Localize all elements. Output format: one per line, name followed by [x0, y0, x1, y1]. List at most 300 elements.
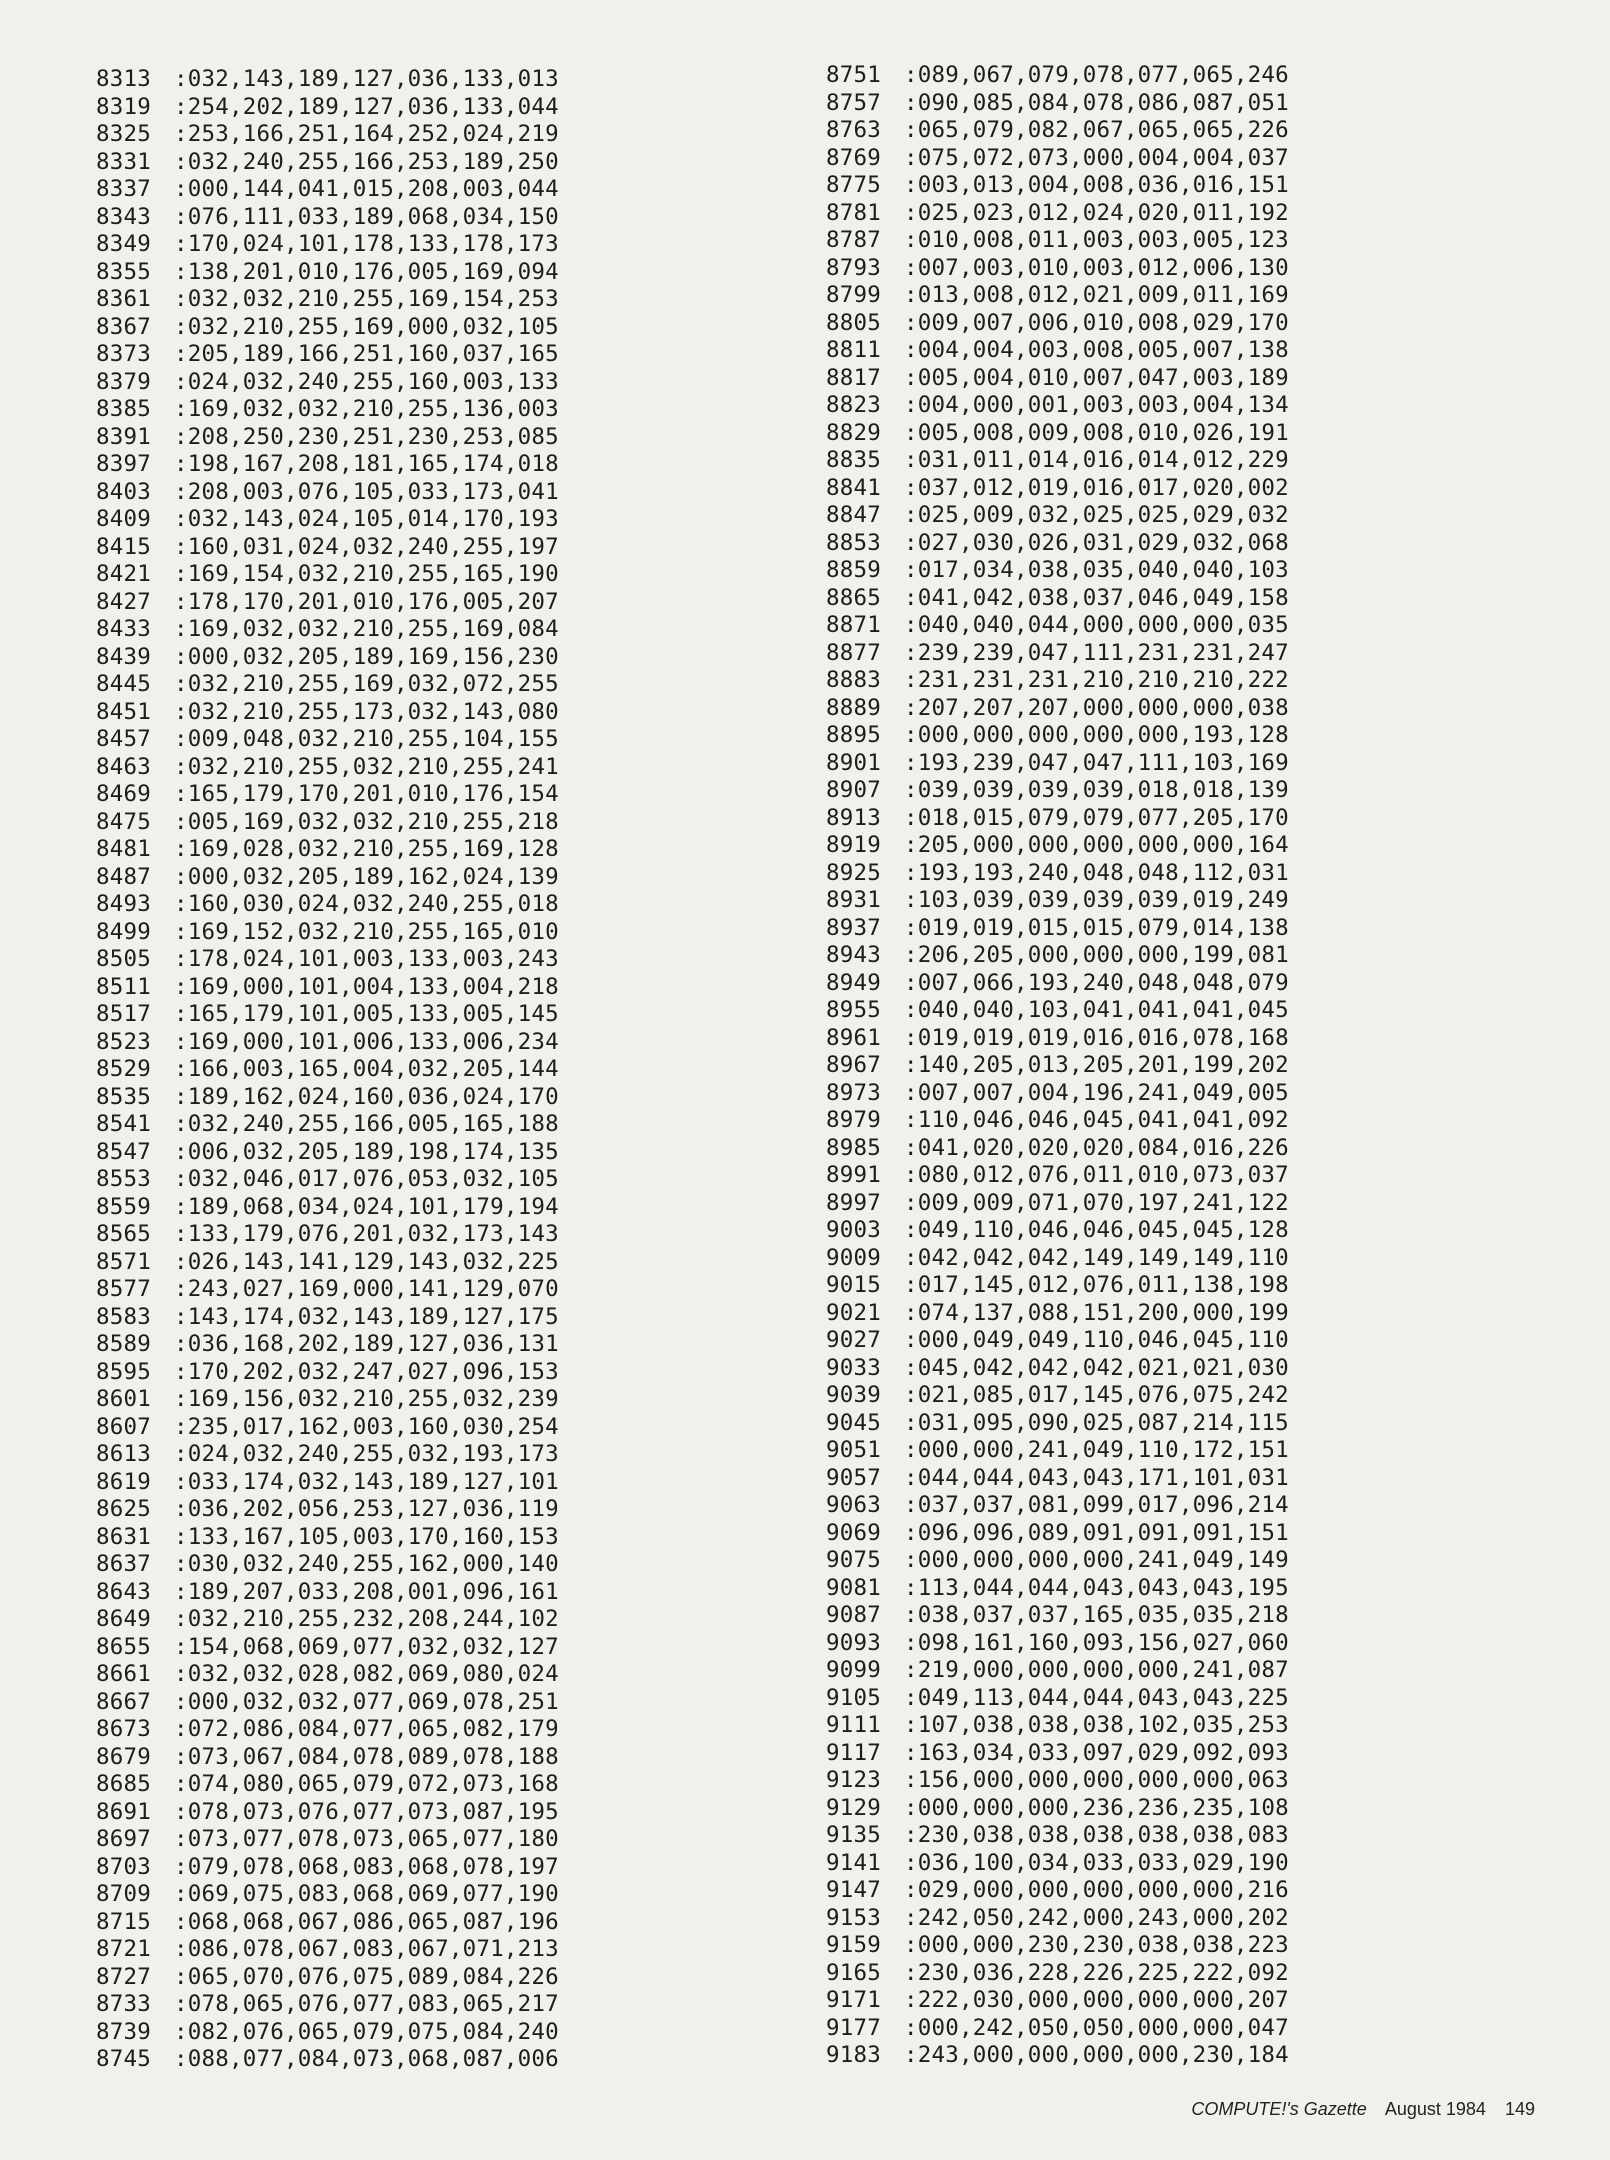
line-data: :193,193,240,048,048,112,031	[904, 859, 1289, 886]
line-data: :165,179,170,201,010,176,154	[174, 781, 559, 807]
line-data: :169,154,032,210,255,165,190	[174, 561, 559, 587]
listing-line	[96, 1716, 559, 1744]
listing-line	[826, 530, 1289, 558]
line-address: 8481	[96, 836, 151, 862]
line-data: :039,039,039,039,018,018,139	[904, 777, 1289, 803]
line-address: 8427	[96, 588, 151, 615]
line-data: :107,038,038,038,102,035,253	[904, 1712, 1289, 1738]
listing-line	[826, 1905, 1289, 1933]
line-address: 8781	[826, 199, 881, 226]
listing-line	[826, 1327, 1289, 1355]
listing-line	[96, 1359, 559, 1387]
line-data: :243,027,169,000,141,129,070	[174, 1276, 559, 1302]
line-data: :082,076,065,079,075,084,240	[174, 2018, 559, 2045]
line-address: 8709	[96, 1881, 151, 1907]
line-data: :041,042,038,037,046,049,158	[904, 584, 1289, 611]
listing-line	[826, 805, 1289, 833]
line-address: 8919	[826, 832, 881, 858]
line-address: 8787	[826, 227, 881, 253]
line-address: 8823	[826, 392, 881, 418]
line-address: 8811	[826, 337, 881, 363]
line-address: 8535	[96, 1083, 151, 1110]
line-data: :000,032,205,189,169,156,230	[174, 643, 559, 670]
line-address: 9105	[826, 1684, 881, 1711]
line-address: 8601	[96, 1386, 151, 1412]
line-data: :079,078,068,083,068,078,197	[174, 1853, 559, 1880]
line-data: :072,086,084,077,065,082,179	[174, 1716, 559, 1742]
line-address: 8547	[96, 1138, 151, 1165]
line-data: :013,008,012,021,009,011,169	[904, 282, 1289, 308]
listing-line	[826, 1712, 1289, 1740]
listing-line	[826, 1080, 1289, 1108]
line-data: :031,011,014,016,014,012,229	[904, 447, 1289, 473]
listing-line	[96, 1661, 559, 1689]
listing-line	[96, 451, 559, 479]
listing-line	[96, 589, 559, 617]
line-data: :222,030,000,000,000,000,207	[904, 1987, 1289, 2013]
line-address: 8895	[826, 722, 881, 748]
listing-line	[826, 90, 1289, 118]
line-address: 9069	[826, 1519, 881, 1546]
listing-line	[96, 1909, 559, 1937]
listing-line	[826, 1520, 1289, 1548]
line-address: 8889	[826, 694, 881, 721]
listing-line	[826, 62, 1289, 90]
line-data: :169,000,101,004,133,004,218	[174, 973, 559, 1000]
listing-line	[826, 612, 1289, 640]
line-address: 8985	[826, 1134, 881, 1161]
line-data: :000,032,032,077,069,078,251	[174, 1688, 559, 1715]
line-data: :230,038,038,038,038,038,083	[904, 1822, 1289, 1848]
line-address: 9075	[826, 1547, 881, 1573]
line-data: :133,167,105,003,170,160,153	[174, 1523, 559, 1550]
line-data: :078,073,076,077,073,087,195	[174, 1798, 559, 1825]
line-address: 9147	[826, 1877, 881, 1903]
line-address: 9021	[826, 1299, 881, 1326]
listing-line	[826, 117, 1289, 145]
listing-line	[96, 1386, 559, 1414]
listing-line	[826, 585, 1289, 613]
listing-line	[96, 1771, 559, 1799]
line-data: :080,012,076,011,010,073,037	[904, 1162, 1289, 1188]
listing-line	[826, 1877, 1289, 1905]
listing-line	[96, 1111, 559, 1139]
publication-name: COMPUTE!'s Gazette	[1191, 2099, 1367, 2119]
line-data: :032,210,255,032,210,255,241	[174, 753, 559, 780]
line-address: 9081	[826, 1574, 881, 1601]
listing-line	[96, 1166, 559, 1194]
line-address: 8445	[96, 671, 151, 697]
line-address: 8553	[96, 1166, 151, 1192]
line-data: :019,019,015,015,079,014,138	[904, 914, 1289, 941]
line-data: :017,034,038,035,040,040,103	[904, 557, 1289, 583]
listing-line	[96, 2046, 559, 2074]
listing-line	[826, 970, 1289, 998]
line-data: :038,037,037,165,035,035,218	[904, 1602, 1289, 1628]
listing-line	[96, 1799, 559, 1827]
line-address: 8967	[826, 1052, 881, 1078]
listing-line	[96, 1276, 559, 1304]
line-address: 8661	[96, 1661, 151, 1687]
line-data: :000,049,049,110,046,045,110	[904, 1327, 1289, 1353]
line-address: 8439	[96, 643, 151, 670]
listing-line	[96, 149, 559, 177]
line-data: :074,080,065,079,072,073,168	[174, 1771, 559, 1797]
line-data: :036,168,202,189,127,036,131	[174, 1331, 559, 1357]
line-data: :189,207,033,208,001,096,161	[174, 1578, 559, 1605]
listing-line	[826, 227, 1289, 255]
listing-line	[96, 369, 559, 397]
line-address: 8583	[96, 1303, 151, 1330]
line-data: :032,210,255,173,032,143,080	[174, 698, 559, 725]
line-data: :231,231,231,210,210,210,222	[904, 667, 1289, 693]
listing-line	[96, 699, 559, 727]
line-data: :154,068,069,077,032,032,127	[174, 1633, 559, 1660]
line-data: :143,174,032,143,189,127,175	[174, 1303, 559, 1330]
line-address: 8415	[96, 533, 151, 560]
line-address: 8775	[826, 172, 881, 198]
listing-line	[826, 1217, 1289, 1245]
line-data: :032,210,255,169,032,072,255	[174, 671, 559, 697]
line-data: :189,068,034,024,101,179,194	[174, 1193, 559, 1220]
listing-line	[826, 997, 1289, 1025]
line-address: 9177	[826, 2014, 881, 2041]
listing-line	[96, 561, 559, 589]
line-data: :205,000,000,000,000,000,164	[904, 832, 1289, 858]
line-address: 8577	[96, 1276, 151, 1302]
line-data: :169,152,032,210,255,165,010	[174, 918, 559, 945]
listing-line	[96, 1496, 559, 1524]
line-data: :133,179,076,201,032,173,143	[174, 1221, 559, 1247]
line-address: 8739	[96, 2018, 151, 2045]
line-address: 8463	[96, 753, 151, 780]
line-address: 8571	[96, 1248, 151, 1275]
line-address: 9087	[826, 1602, 881, 1628]
listing-line	[826, 1657, 1289, 1685]
listing-line	[826, 695, 1289, 723]
line-data: :000,000,000,000,241,049,149	[904, 1547, 1289, 1573]
line-data: :019,019,019,016,016,078,168	[904, 1024, 1289, 1051]
listing-line	[96, 231, 559, 259]
line-data: :078,065,076,077,083,065,217	[174, 1991, 559, 2017]
line-address: 8505	[96, 946, 151, 972]
listing-line	[96, 1304, 559, 1332]
line-data: :205,189,166,251,160,037,165	[174, 341, 559, 367]
line-address: 8853	[826, 529, 881, 556]
line-address: 8619	[96, 1468, 151, 1495]
line-data: :032,032,028,082,069,080,024	[174, 1661, 559, 1687]
line-address: 8409	[96, 506, 151, 532]
line-data: :037,012,019,016,017,020,002	[904, 474, 1289, 501]
line-data: :169,028,032,210,255,169,128	[174, 836, 559, 862]
line-address: 9153	[826, 1904, 881, 1931]
listing-line	[826, 1602, 1289, 1630]
line-data: :090,085,084,078,086,087,051	[904, 89, 1289, 116]
line-data: :156,000,000,000,000,000,063	[904, 1767, 1289, 1793]
listing-line	[96, 644, 559, 672]
line-address: 8319	[96, 93, 151, 120]
line-data: :208,003,076,105,033,173,041	[174, 478, 559, 505]
line-data: :032,032,210,255,169,154,253	[174, 286, 559, 312]
line-address: 8835	[826, 447, 881, 473]
line-data: :219,000,000,000,000,241,087	[904, 1657, 1289, 1683]
line-data: :163,034,033,097,029,092,093	[904, 1739, 1289, 1766]
listing-line	[826, 1107, 1289, 1135]
line-data: :009,048,032,210,255,104,155	[174, 726, 559, 752]
line-data: :003,013,004,008,036,016,151	[904, 172, 1289, 198]
line-address: 8379	[96, 368, 151, 395]
line-data: :110,046,046,045,041,041,092	[904, 1107, 1289, 1133]
line-address: 8757	[826, 89, 881, 116]
listing-line	[826, 447, 1289, 475]
listing-line	[826, 1355, 1289, 1383]
line-address: 8511	[96, 973, 151, 1000]
line-data: :032,046,017,076,053,032,105	[174, 1166, 559, 1192]
line-address: 8871	[826, 612, 881, 638]
line-address: 8733	[96, 1991, 151, 2017]
line-data: :073,077,078,073,065,077,180	[174, 1826, 559, 1852]
line-data: :198,167,208,181,165,174,018	[174, 451, 559, 477]
line-data: :165,179,101,005,133,005,145	[174, 1001, 559, 1027]
listing-line	[826, 475, 1289, 503]
line-address: 8829	[826, 419, 881, 446]
listing-line	[96, 781, 559, 809]
line-data: :033,174,032,143,189,127,101	[174, 1468, 559, 1495]
line-data: :031,095,090,025,087,214,115	[904, 1409, 1289, 1436]
listing-line	[826, 1052, 1289, 1080]
listing-line	[826, 255, 1289, 283]
line-data: :005,004,010,007,047,003,189	[904, 364, 1289, 391]
listing-line	[826, 1575, 1289, 1603]
listing-line	[826, 420, 1289, 448]
listing-line	[826, 392, 1289, 420]
line-address: 8673	[96, 1716, 151, 1742]
line-address: 9093	[826, 1629, 881, 1656]
line-data: :000,032,205,189,162,024,139	[174, 863, 559, 890]
line-data: :140,205,013,205,201,199,202	[904, 1052, 1289, 1078]
listing-line	[96, 341, 559, 369]
line-address: 9111	[826, 1712, 881, 1738]
line-data: :004,004,003,008,005,007,138	[904, 337, 1289, 363]
listing-line	[826, 832, 1289, 860]
listing-line	[96, 1441, 559, 1469]
line-address: 9039	[826, 1382, 881, 1408]
listing-line	[826, 282, 1289, 310]
line-data: :025,009,032,025,025,029,032	[904, 502, 1289, 528]
line-address: 8955	[826, 997, 881, 1023]
line-data: :074,137,088,151,200,000,199	[904, 1299, 1289, 1326]
line-address: 8727	[96, 1963, 151, 1990]
line-address: 9135	[826, 1822, 881, 1848]
line-address: 8979	[826, 1107, 881, 1133]
line-data: :065,070,076,075,089,084,226	[174, 1963, 559, 1990]
line-address: 8865	[826, 584, 881, 611]
line-address: 8355	[96, 258, 151, 285]
listing-line	[826, 1025, 1289, 1053]
line-data: :044,044,043,043,171,101,031	[904, 1464, 1289, 1491]
line-address: 8817	[826, 364, 881, 391]
line-address: 8397	[96, 451, 151, 477]
line-data: :040,040,103,041,041,041,045	[904, 997, 1289, 1023]
line-data: :088,077,084,073,068,087,006	[174, 2046, 559, 2072]
listing-line	[826, 1245, 1289, 1273]
listing-line	[826, 750, 1289, 778]
line-address: 8433	[96, 616, 151, 642]
line-data: :021,085,017,145,076,075,242	[904, 1382, 1289, 1408]
listing-line	[96, 286, 559, 314]
listing-line	[96, 1029, 559, 1057]
line-data: :178,170,201,010,176,005,207	[174, 588, 559, 615]
listing-line	[96, 946, 559, 974]
line-address: 9009	[826, 1244, 881, 1271]
line-address: 9045	[826, 1409, 881, 1436]
line-data: :009,009,071,070,197,241,122	[904, 1189, 1289, 1216]
listing-line	[96, 919, 559, 947]
line-address: 8391	[96, 423, 151, 450]
line-data: :089,067,079,078,077,065,246	[904, 62, 1289, 88]
line-address: 9033	[826, 1354, 881, 1381]
line-address: 8499	[96, 918, 151, 945]
listing-line	[96, 1936, 559, 1964]
listing-line	[96, 1249, 559, 1277]
listing-line	[826, 1932, 1289, 1960]
line-address: 8679	[96, 1743, 151, 1770]
listing-line	[826, 1987, 1289, 2015]
listing-line	[96, 479, 559, 507]
line-address: 9117	[826, 1739, 881, 1766]
line-data: :098,161,160,093,156,027,060	[904, 1629, 1289, 1656]
listing-line	[96, 1634, 559, 1662]
listing-line	[826, 1492, 1289, 1520]
listing-line	[826, 172, 1289, 200]
line-data: :000,144,041,015,208,003,044	[174, 176, 559, 202]
listing-line	[826, 1272, 1289, 1300]
listing-line	[96, 1001, 559, 1029]
line-data: :170,024,101,178,133,178,173	[174, 231, 559, 257]
listing-line	[826, 722, 1289, 750]
line-address: 9063	[826, 1492, 881, 1518]
line-address: 8637	[96, 1551, 151, 1577]
listing-line	[96, 671, 559, 699]
line-address: 8631	[96, 1523, 151, 1550]
line-data: :169,032,032,210,255,136,003	[174, 396, 559, 422]
line-data: :000,000,000,000,000,193,128	[904, 722, 1289, 748]
line-data: :004,000,001,003,003,004,134	[904, 392, 1289, 418]
line-data: :030,032,240,255,162,000,140	[174, 1551, 559, 1577]
line-data: :009,007,006,010,008,029,170	[904, 309, 1289, 336]
line-address: 8367	[96, 313, 151, 340]
line-address: 8349	[96, 231, 151, 257]
listing-line	[826, 1465, 1289, 1493]
line-address: 8973	[826, 1079, 881, 1106]
listing-line	[96, 94, 559, 122]
line-address: 8529	[96, 1056, 151, 1082]
line-address: 8421	[96, 561, 151, 587]
line-data: :169,156,032,210,255,032,239	[174, 1386, 559, 1412]
line-address: 9183	[826, 2042, 881, 2068]
listing-line	[826, 1630, 1289, 1658]
line-address: 8613	[96, 1441, 151, 1467]
listing-column-right	[826, 62, 1289, 2070]
page-footer	[1191, 2099, 1535, 2120]
listing-line	[826, 1850, 1289, 1878]
listing-line	[826, 667, 1289, 695]
listing-line	[96, 1084, 559, 1112]
listing-line	[826, 1190, 1289, 1218]
line-data: :073,067,084,078,089,078,188	[174, 1743, 559, 1770]
line-address: 9165	[826, 1959, 881, 1986]
line-address: 8799	[826, 282, 881, 308]
line-data: :193,239,047,047,111,103,169	[904, 749, 1289, 776]
line-address: 8913	[826, 804, 881, 831]
line-data: :007,007,004,196,241,049,005	[904, 1079, 1289, 1106]
line-address: 8655	[96, 1633, 151, 1660]
line-data: :036,100,034,033,033,029,190	[904, 1849, 1289, 1876]
line-address: 8331	[96, 148, 151, 175]
listing-line	[826, 1410, 1289, 1438]
line-data: :103,039,039,039,039,019,249	[904, 887, 1289, 913]
line-data: :037,037,081,099,017,096,214	[904, 1492, 1289, 1518]
listing-line	[826, 2042, 1289, 2070]
listing-line	[826, 1740, 1289, 1768]
line-address: 8559	[96, 1193, 151, 1220]
line-data: :178,024,101,003,133,003,243	[174, 946, 559, 972]
line-address: 8925	[826, 859, 881, 886]
line-data: :113,044,044,043,043,043,195	[904, 1574, 1289, 1601]
listing-line	[826, 1795, 1289, 1823]
line-address: 8745	[96, 2046, 151, 2072]
line-data: :010,008,011,003,003,005,123	[904, 227, 1289, 253]
line-data: :169,000,101,006,133,006,234	[174, 1028, 559, 1055]
line-data: :017,145,012,076,011,138,198	[904, 1272, 1289, 1298]
line-data: :045,042,042,042,021,021,030	[904, 1354, 1289, 1381]
line-address: 8997	[826, 1189, 881, 1216]
line-data: :000,000,230,230,038,038,223	[904, 1932, 1289, 1958]
line-address: 8721	[96, 1936, 151, 1962]
listing-line	[96, 974, 559, 1002]
line-address: 8517	[96, 1001, 151, 1027]
line-data: :032,143,189,127,036,133,013	[174, 66, 559, 92]
listing-line	[826, 942, 1289, 970]
line-address: 9051	[826, 1437, 881, 1463]
line-address: 8793	[826, 254, 881, 281]
listing-line	[96, 2019, 559, 2047]
listing-line	[96, 424, 559, 452]
line-data: :049,113,044,044,043,043,225	[904, 1684, 1289, 1711]
listing-line	[96, 1881, 559, 1909]
line-address: 9171	[826, 1987, 881, 2013]
line-address: 8475	[96, 808, 151, 835]
listing-line	[826, 1547, 1289, 1575]
line-data: :169,032,032,210,255,169,084	[174, 616, 559, 642]
line-data: :243,000,000,000,000,230,184	[904, 2042, 1289, 2068]
listing-line	[96, 864, 559, 892]
line-data: :138,201,010,176,005,169,094	[174, 258, 559, 285]
listing-line	[96, 1744, 559, 1772]
line-data: :024,032,240,255,160,003,133	[174, 368, 559, 395]
line-data: :239,239,047,111,231,231,247	[904, 639, 1289, 666]
line-data: :230,036,228,226,225,222,092	[904, 1959, 1289, 1986]
listing-line	[826, 557, 1289, 585]
listing-line	[826, 777, 1289, 805]
line-address: 8523	[96, 1028, 151, 1055]
line-data: :041,020,020,020,084,016,226	[904, 1134, 1289, 1161]
line-data: :076,111,033,189,068,034,150	[174, 203, 559, 230]
listing-line	[96, 1469, 559, 1497]
line-data: :170,202,032,247,027,096,153	[174, 1358, 559, 1385]
line-data: :032,143,024,105,014,170,193	[174, 506, 559, 532]
listing-line	[96, 1579, 559, 1607]
